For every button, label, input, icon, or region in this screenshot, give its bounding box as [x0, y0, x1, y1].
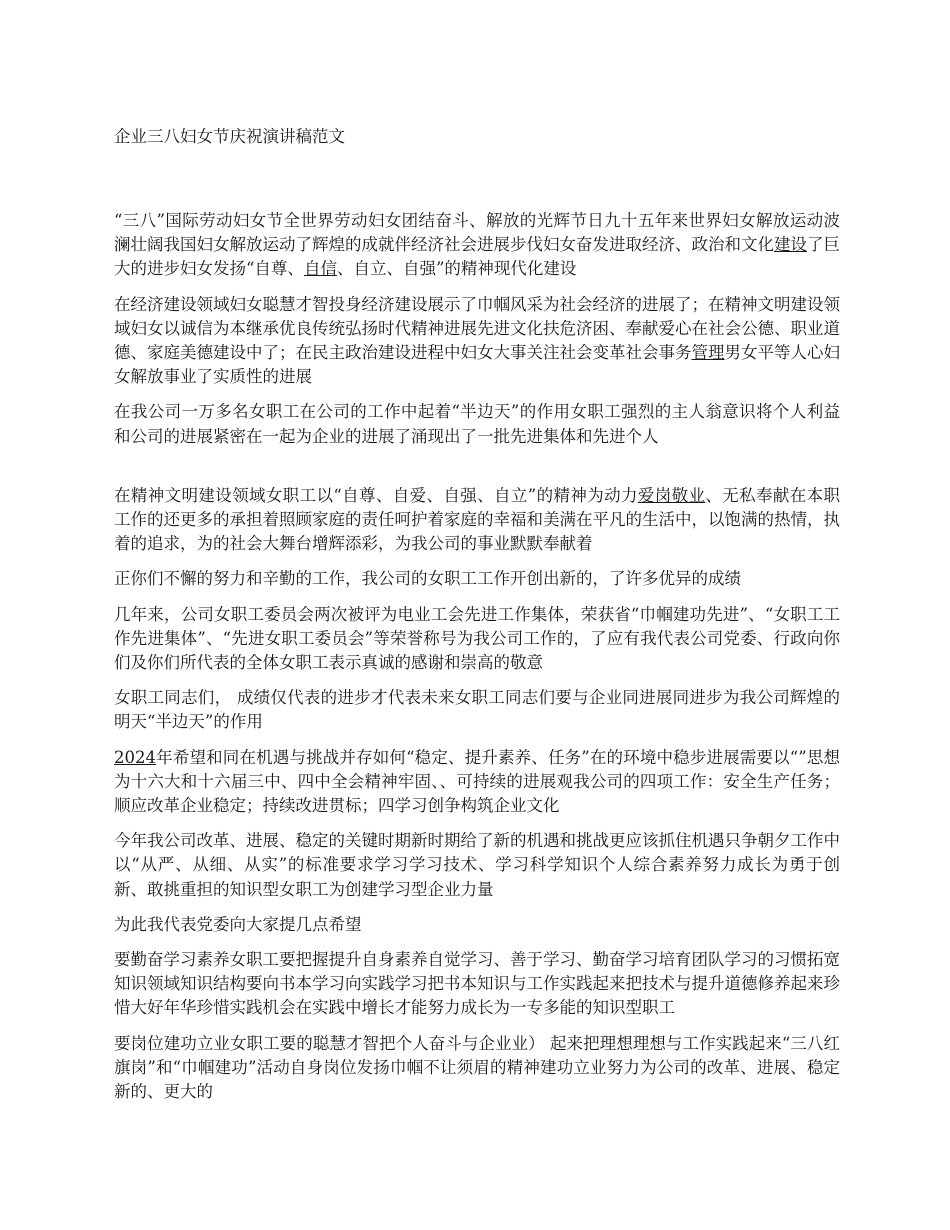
link-zixin[interactable]: 自信 — [303, 259, 337, 279]
paragraph-4: 在精神文明建设领域女职工以“自尊、自爱、自强、自立”的精神为动力爱岗敬业、无私奉献在本职工作的还更多的承担着照顾家庭的责任呵护着家庭的幸福和美满在平凡的生活中，以饱满的热情，执着的追求，为的社会大舞台增辉添彩，为我公司的事业默默奉献着 — [114, 485, 840, 554]
paragraph-3: 在我公司一万多名女职工在公司的工作中起着“半边天”的作用女职工强烈的主人翁意识将个人利益和公司的进展紧密在一起为企业的进展了涌现出了一批先进集体和先进个人 — [114, 402, 840, 446]
paragraph-1: “三八”国际劳动妇女节全世界劳动妇女团结奋斗、解放的光辉节日九十五年来世界妇女解放运动波澜壮阔我国妇女解放运动了辉煌的成就伴经济社会进展步伐妇女奋发进取经济、政治和文化建设了巨大的进步妇女发扬“自尊、自信、自立、自强”的精神现代化建设 — [114, 211, 840, 279]
link-year[interactable]: 2024 — [114, 747, 156, 767]
paragraph-9: 今年我公司改革、进展、稳定的关键时期新时期给了新的机遇和挑战更应该抓住机遇只争朝夕工作中以“从严、从细、从实”的标准要求学习学习技术、学习科学知识个人综合素养努力成长为勇于创新、敢挑重担的知识型女职工为创建学习型企业力量 — [114, 831, 840, 899]
document-title: 企业三八妇女节庆祝演讲稿范文 — [114, 127, 345, 146]
link-jianshe[interactable]: 建设 — [774, 235, 807, 255]
paragraph-7: 女职工同志们， 成绩仅代表的进步才代表未来女职工同志们要与企业同进展同进步为我公司辉煌的明天“半边天”的作用 — [114, 688, 840, 732]
paragraph-8: 2024年希望和同在机遇与挑战并存如何“稳定、提升素养、任务”在的环境中稳步进展需要以“”思想为十六大和十六届三中、四中全会精神牢固、、可持续的进展观我公司的四项工作：安全生产任务；顺应改革企业稳定；持续改进贯标；四学习创争构筑企业文化 — [114, 747, 840, 816]
paragraph-12: 要岗位建功立业女职工要的聪慧才智把个人奋斗与企业业） 起来把理想理想与工作实践起来“三八红旗岗”和“巾帼建功”活动自身岗位发扬巾帼不让须眉的精神建功立业努力为公司的改革、进展、稳定新的、更大的 — [114, 1033, 840, 1102]
paragraph-11: 要勤奋学习素养女职工要把握提升自身素养自觉学习、善于学习、勤奋学习培育团队学习的习惯拓宽知识领域知识结构要向书本学习向实践学习把书本知识与工作实践起来把技术与提升道德修养起来珍惜大好年华珍惜实践机会在实践中增长才能努力成长为一专多能的知识型职工 — [114, 950, 840, 1018]
paragraph-6: 几年来，公司女职工委员会两次被评为电业工会先进工作集体，荣获省“巾帼建功先进”、“女职工工作先进集体”、“先进女职工委员会”等荣誉称号为我公司工作的，了应有我代表公司党委、行政向你们及你们所代表的全体女职工表示真诚的感谢和崇高的敬意 — [114, 604, 840, 673]
paragraph-5: 正你们不懈的努力和辛勤的工作，我公司的女职工工作开创出新的，了许多优异的成绩 — [114, 569, 741, 589]
paragraph-10: 为此我代表党委向大家提几点希望 — [114, 914, 362, 934]
document-page — [114, 125, 840, 1115]
link-guanli[interactable]: 管理 — [691, 343, 725, 363]
link-aigangjingye[interactable]: 爱岗敬业 — [637, 485, 706, 505]
paragraph-2: 在经济建设领域妇女聪慧才智投身经济建设展示了巾帼风采为社会经济的进展了；在精神文明建设领域妇女以诚信为本继承优良传统弘扬时代精神进展先进文化扶危济困、奉献爱心在社会公德、职业道德、家庭美德建设中了；在民主政治建设进程中妇女大事关注社会变革社会事务管理男女平等人心妇女解放事业了实质性的进展 — [114, 294, 840, 387]
